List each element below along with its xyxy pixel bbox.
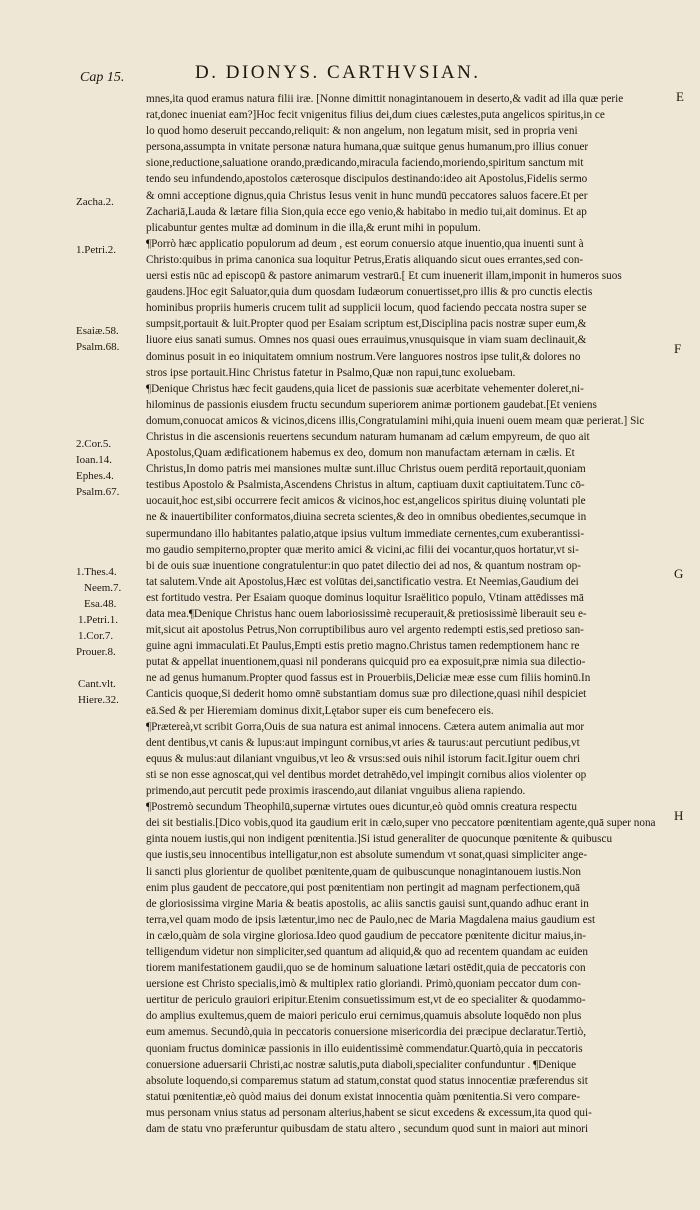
text-line: & omni acceptione dignus,quia Christus Iesus venit in hunc mundū peccatores saluos facere.Et per bbox=[146, 189, 588, 202]
text-line: do amplius exultemus,quem de maiori periculo erui cernimus,quamuis absolute loquēdo non plus bbox=[146, 1010, 582, 1023]
margin-reference: Psalm.67. bbox=[76, 486, 120, 498]
text-line: mit,sicut ait apostolus Petrus,Non corruptibilibus auro vel argento redempti estis,sed pretioso san- bbox=[146, 624, 584, 637]
text-line: uersi estis nūc ad episcopū & pastore animarum vestrarū.[ Et cum inuenerit illam,imponit in humeros suos bbox=[146, 270, 622, 283]
text-line: ne & inauertibiliter conformatos,diuina secreta scientes,& deo in omnibus obedientes,secumque in bbox=[146, 511, 587, 524]
text-line: sumpsit,portauit & luit.Propter quod per Esaiam scriptum est,Disciplina pacis nostræ super eum,& bbox=[146, 318, 587, 331]
text-line: Christo:quibus in prima canonica sua loquitur Petrus,Eratis aliquando sicut oues errantes,sed con- bbox=[146, 253, 584, 266]
text-column bbox=[146, 91, 668, 1153]
text-line: testibus Apostolo & Psalmista,Ascendens Christus in altum, captiuam duxit captiuitatem.Tunc cō- bbox=[146, 479, 585, 492]
text-line: que iustis,seu innocentibus intelligatur,non est absolute sumendum vt sonat,quasi simpliciter ange- bbox=[146, 849, 588, 862]
text-line: terra,vel quam modo de ipsis lætentur,imo nec de Paulo,nec de Maria Magdalena maius gaudium est bbox=[146, 913, 596, 926]
text-line: ¶Porrò hæc applicatio populorum ad deum , est eorum conuersio atque inuentio,qua inuenti sunt à bbox=[146, 237, 584, 250]
margin-reference: Ioan.14. bbox=[76, 454, 113, 466]
right-margin-letter: G bbox=[674, 566, 684, 581]
text-line: ¶Denique Christus hæc fecit gaudens,quia licet de passionis suæ acerbitate vehementer doleret,ni- bbox=[146, 382, 584, 395]
margin-reference: Esa.48. bbox=[84, 598, 117, 610]
text-line: dent dentibus,vt canis & lupus:aut impingunt cornibus,vt aries & taurus:aut percutiunt pedibus,vt bbox=[146, 736, 580, 749]
margin-reference: 1.Thes.4. bbox=[76, 566, 117, 578]
text-line: ¶Postremò secundum Theophilū,supernæ virtutes oues dicuntur,eò quòd omnis creatura respectu bbox=[146, 801, 578, 814]
text-line: ¶Prætereà,vt scribit Gorra,Ouis de sua natura est animal innocens. Cætera autem animalia aut mor bbox=[146, 720, 585, 733]
text-line: absolute loquendo,si comparemus statum ad statum,constat quod status innocentiæ præferendus sit bbox=[146, 1074, 588, 1087]
text-line: eā.Sed & per Hieremiam dominus dixit,Lętabor super eis cum benefecero eis. bbox=[146, 704, 494, 717]
text-line: ne ad genus humanum.Propter quod fassus est in Prouerbiis,Deliciæ meæ esse cum filiis hominū.In bbox=[146, 672, 591, 685]
text-line: dam de statu vno præferuntur quibusdam de statu altero , secundum quod sunt in maiori aut minori bbox=[146, 1123, 589, 1135]
text-line: lo quod homo deseruit peccando,reliquit: & non angelum, non legatum misit, sed in propria veni bbox=[146, 125, 578, 138]
text-line: putat & appellat inuentionem,quasi nil ponderans quicquid pro ea exposuit,præ nimia sua dilectio- bbox=[146, 656, 586, 669]
text-line: Zachariā,Lauda & lætare filia Sion,quia ecce ego venio,& habitabo in medio tui,ait dominus. Et ap bbox=[146, 205, 587, 218]
text-line: li sancti plus glorientur de quolibet pœnitente,quam de quibuscunque nonagintanouem iustis.Non bbox=[146, 865, 581, 878]
margin-reference: 1.Petri.1. bbox=[78, 614, 119, 626]
margin-reference: Hiere.32. bbox=[78, 694, 119, 706]
text-line bbox=[146, 1137, 668, 1153]
margin-reference: 2.Cor.5. bbox=[76, 438, 112, 450]
text-line: dei sit bestialis.[Dico vobis,quod ita gaudium erit in cælo,super vno peccatore pœnitentiam agente,quā super nona bbox=[146, 817, 656, 830]
text-line: tendo seu infundendo,apostolos cæterosque discipulos destinando:ideo ait Apostolus,Fidelis sermo bbox=[146, 173, 588, 186]
margin-reference: Prouer.8. bbox=[76, 646, 116, 658]
text-line: data mea.¶Denique Christus hanc ouem laboriosissimè recuperauit,& pretiosissimè liberauit seu e- bbox=[146, 608, 587, 620]
margin-reference: 1.Cor.7. bbox=[78, 630, 114, 642]
text-line: enim plus gaudent de peccatore,qui post pœnitentiam non pertingit ad magnam perfectionem,quā bbox=[146, 881, 581, 894]
text-line: in cælo,quàm de sola virgine gloriosa.Ideo quod gaudium de peccatore pœnitente dicitur maius,in- bbox=[146, 929, 587, 942]
text-line: conuersione aduersarii Christi,ac nostræ salutis,puta diaboli,specialiter confunduntur . ¶Denique bbox=[146, 1058, 577, 1071]
text-line: quoniam fructus dominicæ passionis in illo euidentissimè commendatur.Quartò,quia in peccatoris bbox=[146, 1042, 583, 1055]
right-margin-letter: H bbox=[674, 808, 684, 823]
text-line: stros ipse portauit.Hinc Christus fatetur in Psalmo,Quæ non rapui,tunc exoluebam. bbox=[146, 366, 516, 379]
running-title: D. DIONYS. CARTHVSIAN. bbox=[195, 62, 481, 83]
text-line: liuore eius sanati sumus. Omnes nos quasi oues errauimus,vnusquisque in viam suam declinauit,& bbox=[146, 334, 587, 347]
text-line: plicabuntur gentes multæ ad dominum in die illa,& erunt mihi in populum. bbox=[146, 221, 481, 234]
text-line: de gloriosissima virgine Maria & beatis apostolis, ac aliis sanctis gauisi sunt,quando adhuc erant in bbox=[146, 897, 589, 910]
text-line: hominibus propriis humeris crucem tulit ad supplicii locum, quod faciendo peccata nostra super se bbox=[146, 302, 587, 315]
text-line: hilominus de passionis eiusdem fructu secundum superiorem animæ portionem gaudebat.[Et veniens bbox=[146, 398, 597, 411]
margin-reference: Zacha.2. bbox=[76, 196, 114, 208]
text-line: telligendum videtur non simpliciter,sed quantum ad aliquid,& quo ad recentem quandam ac euiden bbox=[146, 945, 588, 958]
margin-reference: 1.Petri.2. bbox=[76, 244, 117, 256]
text-line: uersione est Christo specialis,imò & multiplex ratio gloriandi. Primò,quoniam peccator dum con- bbox=[146, 978, 581, 991]
text-line: dominus posuit in eo iniquitatem omnium nostrum.Vere languores nostros ipse tulit,& dolores no bbox=[146, 350, 581, 363]
text-line: guine agni immaculati.Et Paulus,Empti estis pretio magno.Christus tamen redemptionem hanc re bbox=[146, 640, 580, 653]
text-line: uocauit,hoc est,sibi occurrere fecit amicos & vicinos,hoc est,angelicos spiritus diuinę voluntati ple bbox=[146, 495, 586, 508]
text-line: bi de ouis suæ inuentione congratulentur:in quo patet dilectio dei ad nos, & quantum nostram op- bbox=[146, 559, 581, 572]
text-line: domum,conuocat amicos & vicinos,dicens illis,Congratulamini mihi,quia inueni ouem meam quæ perierat.] Sic bbox=[146, 414, 645, 427]
text-line: sione,reductione,saluatione orando,prædicando,miracula faciendo,moriendo,spiritum sanctum mit bbox=[146, 157, 584, 170]
text-line: gaudens.]Hoc egit Saluator,quia dum quosdam Iudæorum conuertisset,pro illis & pro cunctis electis bbox=[146, 286, 593, 299]
text-line: est fortitudo vestra. Per Esaiam quoque dominus loquitur Israëlitico populo, Vtinam attēdisses mā bbox=[146, 591, 584, 604]
text-line: tat salutem.Vnde ait Apostolus,Hæc est volūtas dei,sanctificatio vestra. Et Neemias,Gaudium dei bbox=[146, 575, 579, 588]
text-line: mo gaudio sempiterno,propter quæ merito amici & vicini,ac filii dei vocantur,quos hortatur,vt si- bbox=[146, 543, 579, 556]
text-line: mus personam vnius status ad personam alterius,habent se sicut excedens & excessum,ita quod qui- bbox=[146, 1106, 592, 1119]
margin-reference: Psalm.68. bbox=[76, 341, 120, 353]
text-line: Canticis quoque,Si dederit homo omnē substantiam domus suæ pro dilectione,quasi nihil despiciet bbox=[146, 688, 587, 701]
right-margin-letter: E bbox=[676, 89, 684, 104]
text-line: uertitur de periculo grauiori eripitur.Etenim consuetissimum est,vt de eo specialiter & quodammo- bbox=[146, 994, 586, 1007]
margin-reference: Cant.vlt. bbox=[78, 678, 116, 690]
text-line: supermundano illo habitantes palatio,atque ipsius vultum immediate cernentes,cum exuberantissi- bbox=[146, 527, 585, 540]
text-line: Apostolus,Quam ædificationem habemus ex deo, domum non manufactam æternam in cælis. Et bbox=[146, 447, 575, 460]
text-line: rat,donec inueniat eam?]Hoc fecit vnigenitus filius dei,dum ciues cælestes,puta angelicos spiritus,in ce bbox=[146, 109, 605, 122]
chapter-marker: Cap 15. bbox=[80, 70, 125, 85]
text-line: tiorem manifestationem gaudii,quo se de hominum saluatione lætari ostēdit,quia de peccatoris con bbox=[146, 962, 586, 975]
margin-reference: Neem.7. bbox=[84, 582, 122, 594]
text-line: persona,assumpta in vnitate personæ natura humana,quæ suitque genus humanum,pro illius conuer bbox=[146, 141, 589, 154]
text-line: Christus in die ascensionis reuertens secundum naturam humanam ad cælum empyreum, de quo ait bbox=[146, 430, 590, 443]
text-line: statui pœnitentiæ,eò quòd maius dei donum existat innocentia quàm pœnitentia.Si vero compare- bbox=[146, 1090, 581, 1103]
text-line: equus & mulus:aut dilaniant vnguibus,vt leo & vrsus:sed ouis nihil istorum facit.Igitur ouem chri bbox=[146, 752, 581, 765]
text-line: Christus,In domo patris mei mansiones multæ sunt.illuc Christus ouem perditā reportauit,quoniam bbox=[146, 463, 586, 476]
text-line: sti se non esse agnoscat,qui vel dentibus mordet detrahēdo,vel impingit cornibus alios violenter op bbox=[146, 768, 587, 781]
text-line: primendo,aut percutit pede proximis irascendo,aut dilaniat vnguibus aliena rapiendo. bbox=[146, 785, 526, 798]
right-margin-letter: F bbox=[674, 341, 682, 356]
text-line: ginta nouem iustis,qui non indigent pœnitentia.]Si istud generaliter de quocunque pœnitente & quibuscu bbox=[146, 833, 613, 846]
margin-reference: Esaiæ.58. bbox=[76, 325, 119, 337]
text-line: eum amemus. Secundò,quia in peccatoris conuersione misericordia dei præcipue declaratur.Tertiò, bbox=[146, 1026, 587, 1039]
text-line: mnes,ita quod eramus natura filii iræ. [Nonne dimittit nonagintanouem in deserto,& vadit ad illa quæ perie bbox=[146, 93, 624, 105]
margin-reference: Ephes.4. bbox=[76, 470, 114, 482]
